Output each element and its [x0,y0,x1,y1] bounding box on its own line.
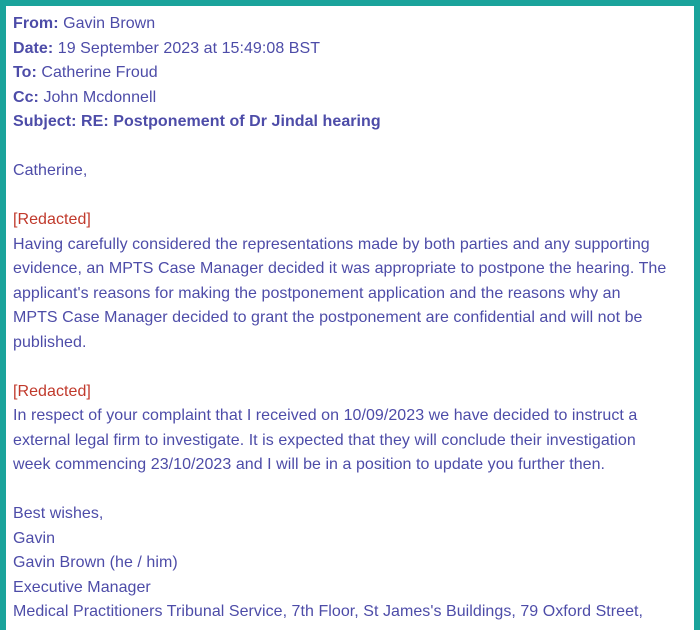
to-value: Catherine Froud [41,64,158,81]
cc-label: Cc: [13,88,39,106]
paragraph-line: evidence, an MPTS Case Manager decided it was appropriate to postpone the hearing. The [13,260,667,277]
subject-line [13,110,686,135]
from-line [13,12,686,37]
paragraph-line: week commencing 23/10/2023 and I will be in a position to update you further then. [13,456,606,473]
paragraph-line: external legal firm to investigate. It is expected that they will conclude their investigation [13,431,636,449]
date-label: Date: [13,39,54,57]
spacer [13,184,686,209]
signature-title: Executive Manager [13,578,151,596]
paragraph-2 [13,404,686,478]
closing: Best wishes, [13,505,104,522]
paragraph-1 [13,233,686,356]
salutation: Catherine, [13,162,88,179]
signature-full-name: Gavin Brown (he / him) [13,554,178,571]
date-line [13,37,686,62]
spacer [13,135,686,160]
from-value: Gavin Brown [63,15,156,32]
cc-line [13,86,686,111]
spacer [13,355,686,380]
paragraph-line: MPTS Case Manager decided to grant the postponement are confidential and will not be [13,309,643,326]
signature-address: Medical Practitioners Tribunal Service, 7th Floor, St James's Buildings, 79 Oxford Street, [13,603,644,620]
date-value: 19 September 2023 at 15:49:08 BST [57,39,321,57]
signature-block [13,502,686,625]
subject-label: Subject: [13,113,77,130]
redacted-marker-2: [Redacted] [13,382,91,400]
email-content [13,12,686,625]
to-line [13,61,686,86]
redacted-marker-1: [Redacted] [13,211,91,228]
subject-value: RE: Postponement of Dr Jindal hearing [81,113,381,130]
from-label: From: [13,15,59,32]
cc-value: John Mcdonnell [43,88,157,106]
paragraph-line: Having carefully considered the representations made by both parties and any supporting [13,235,650,253]
paragraph-line: In respect of your complaint that I received on 10/09/2023 we have decided to instruct a [13,407,638,424]
paragraph-line: published. [13,333,87,351]
to-label: To: [13,64,37,81]
spacer [13,478,686,503]
signature-first-name: Gavin [13,529,56,547]
email-document [6,6,694,630]
paragraph-line: applicant's reasons for making the postponement application and the reasons why an [13,284,621,302]
